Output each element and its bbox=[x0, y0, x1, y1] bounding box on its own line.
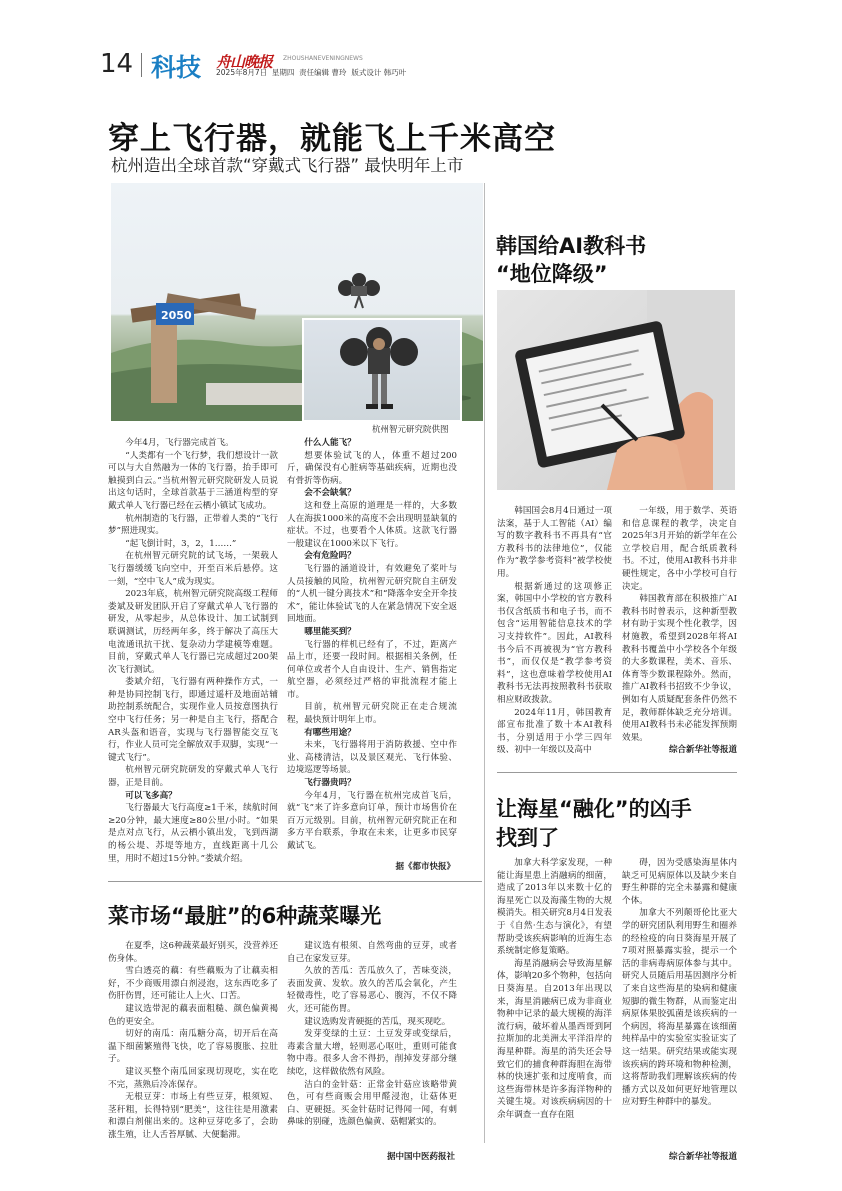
article1-subhead: 杭州造出全球首款“穿戴式飞行器” 最快明年上市 bbox=[111, 156, 464, 175]
paragraph: 今年4月，飞行器在杭州完成首飞后，就“飞”来了许多意向订单，预计市场售价在百万元级别。目前，杭州智元研究院正在和多方平台联系，争取在未来，让更多市民穿戴试飞。 bbox=[287, 790, 457, 851]
paragraph: 加拿大不列颠哥伦比亚大学的研究团队利用野生和圈养的经检疫的向日葵海星开展了7项对照暴露实验，提示一个活的非病毒病原体参与其中。研究人员随后用基因测序分析了来自这些海星的染病和健康短脚的微生物群，从而鉴定出病原体果胶弧菌是该疾病的一个病因，将海星暴露在该细菌纯样品中的实验室实验证实了这一结果。研究结果或能实现该疾病的跨环境和物种检测，这将帮助我们理解该疾病的传播方式以及如何更好地管理以应对野生种群中的暴发。 bbox=[622, 908, 737, 1108]
question-heading: 哪里能买到？ bbox=[304, 626, 356, 637]
section-title: 科技 bbox=[151, 53, 202, 82]
pilot-inset-photo bbox=[302, 318, 462, 422]
article4-headline: 菜市场“最脏”的6种蔬菜曝光 bbox=[108, 904, 382, 928]
paragraph: 建议选带泥的藕表面粗糙、颜色偏黄褐色的更安全。 bbox=[108, 1003, 278, 1027]
section-divider bbox=[108, 881, 482, 882]
article3-headline-line1: 让海星“融化”的凶手 bbox=[496, 797, 692, 821]
paragraph: 建议选有根须、自然弯曲的豆芽，或者自己在家发豆芽。 bbox=[287, 941, 457, 964]
paragraph: 建议买整个南瓜回家现切现吃，实在吃不完，蒸熟后冷冻保存。 bbox=[108, 1066, 278, 1090]
question-heading: 会不会缺氧？ bbox=[304, 488, 356, 499]
paragraph: 未来，飞行器将用于消防救援、空中作业、高楼清洁，以及景区观光、飞行体验、边境巡逻等场景。 bbox=[287, 740, 457, 776]
article4-column1 bbox=[108, 940, 278, 1150]
paragraph: 洁白的金针菇：正常金针菇应该略带黄色，可有些商贩会用甲醛浸泡，让菇体更白、更硬挺。买金针菇时记得闻一闻，有刺鼻味的别碰，选颜色偏黄、菇帽紧实的。 bbox=[287, 1079, 457, 1128]
column-divider bbox=[484, 183, 485, 1143]
paragraph: 飞行器的涵道设计，有效避免了桨叶与人员接触的风险，杭州智元研究院自主研发的“人机一键分离技术”和“降落伞安全开伞技术”，能让体验试飞的人在紧急情况下安全返回地面。 bbox=[287, 563, 457, 625]
article1-headline: 穿上飞行器，就能飞上千米高空 bbox=[108, 121, 556, 157]
article3-column1 bbox=[497, 857, 612, 1162]
paragraph: 一年级，用于数学、英语和信息课程的教学，决定自2025年3月开始的新学年在公立学校启用，配合纸质教科书。不过，使用AI教科书并非硬性规定，各中小学校可自行决定。 bbox=[622, 506, 737, 592]
paragraph: 想要体验试飞的人，体重不超过200斤，确保没有心脏病等基础疾病，近期也没有骨折等伤病。 bbox=[287, 450, 457, 486]
paragraph: 2024年11月，韩国教育部宣布批准了数十本AI教科书，分别适用于小学三四年级、初中一年级以及高中 bbox=[497, 707, 612, 756]
pilot-figure bbox=[304, 320, 460, 420]
paragraph: 今年4月，飞行器完成首飞。 bbox=[125, 438, 234, 448]
paragraph: 杭州制造的飞行器，正带着人类的“飞行梦”照进现实。 bbox=[108, 513, 278, 537]
paragraph: 在杭州智元研究院的试飞场，一架载人飞行器缓缓飞向空中，开至百米后悬停。这一刻，“空中飞人”成为现实。 bbox=[108, 551, 278, 587]
article2-column1 bbox=[497, 505, 612, 756]
paragraph: 韩国国会8月4日通过一项法案，基于人工智能（AI）编写的数字教科书不再具有“官方教科书的法律地位”，仅能作为“教学参考资料”被学校使用。 bbox=[497, 506, 612, 579]
paragraph: 发芽变绿的土豆：土豆发芽或变绿后，毒素含量大增，轻则恶心呕吐，重则可能食物中毒。很多人舍不得扔，削掉发芽部分继续吃，这样做依然有风险。 bbox=[287, 1029, 457, 1077]
paragraph: 娄斌介绍，飞行器有两种操作方式，一种是协同控制飞行，即通过遥杆及地面站辅助控制系统配合，实现作业人员按意图执行空中飞行任务；另一种是自主飞行，搭配合AR头盔和语音，实现与飞行器智能交互飞行，作业人员可完全解放双手双脚，实现“一键式飞行”。 bbox=[108, 677, 278, 763]
paragraph: “起飞倒计时，3，2，1……” bbox=[125, 538, 237, 549]
paragraph: 建议选购发青硬挺的苦瓜，现买现吃。 bbox=[304, 1016, 451, 1027]
paragraph: 海星消融病会导致海星解体，影响20多个物种，包括向日葵海星。自2013年出现以来，海星消融病已成为非商业物种中记录的最大规模的海洋流行病，破坏着从墨西哥到阿拉斯加的北美洲太平洋沿岸的海星种群。海星的消失还会导致它们的捕食种群海胆在海带林的快速扩张和过度啃食，而这些海带林是许多海洋物种的关键生境。对该疾病病因的十余年调查一直存在阻 bbox=[497, 958, 612, 1120]
date-line: 2025年8月7日 星期四 责任编辑 曹玲 版式设计 韩巧叶 bbox=[216, 68, 407, 77]
paragraph: 飞行器最大飞行高度≥1千米，续航时间≥20分钟，最大速度≥80公里/小时。“如果是点对点飞行，从云栖小镇出发，飞到西湖的杨公堤、苏堤等地方，直线距离十几公里，用时不超过15分钟。”娄斌介绍。 bbox=[108, 803, 278, 864]
masthead-divider bbox=[141, 53, 142, 77]
paragraph: 2023年底，杭州智元研究院高级工程师娄斌及研发团队开启了穿戴式单人飞行器的研发，从零起步，从总体设计、加工试制到联调测试，历经两年多，终于解决了高压大电流通讯抗干扰、复杂动力学建模等难题。目前，穿戴式单人飞行器已完成超过200架次飞行测试。 bbox=[108, 589, 278, 675]
paper-pinyin: ZHOUSHANEVENINGNEWS bbox=[283, 55, 363, 62]
paragraph: 切好的南瓜：南瓜糖分高，切开后在高温下细菌繁殖得飞快，吃了容易腹胀、拉肚子。 bbox=[108, 1029, 278, 1065]
question-heading: 会有危险吗？ bbox=[304, 551, 356, 562]
question-heading: 可以飞多高？ bbox=[125, 790, 177, 801]
article4-column2 bbox=[287, 940, 457, 1135]
paragraph: 根据新通过的这项修正案，韩国中小学校的官方教科书仅含纸质书和电子书，而不包含“运用智能信息技术的学习支持软件”。因此，AI教科书今后不再被视为“官方教科书”，而仅仅是“教学参考资料”，这也意味着学校使用AI教科书无法再按照教科书获取相应财政拨款。 bbox=[497, 581, 612, 705]
tablet-classroom-photo bbox=[497, 290, 735, 490]
paragraph: 飞行器的样机已经有了，不过，距离产品上市，还要一段时间。根据相关条例，任何单位或者个人自由设计、生产、销售指定航空器，必须经过严格的审批流程才能上市。 bbox=[287, 639, 457, 700]
tablet-scene bbox=[497, 290, 735, 490]
question-heading: 什么人能飞？ bbox=[304, 438, 356, 448]
article3-column2 bbox=[622, 857, 737, 1147]
paragraph: 碍，因为受感染海星体内缺乏可见病原体以及缺少来自野生种群的完全未暴露和健康个体。 bbox=[622, 858, 737, 906]
article3-headline-line2: 找到了 bbox=[496, 826, 559, 850]
article2-headline-line1: 韩国给AI教科书 bbox=[496, 234, 647, 258]
building-sign: 2050 bbox=[161, 309, 192, 322]
paragraph: 韩国教育部在积极推广AI教科书时曾表示，这种新型教材有助于实现个性化教学，因材施教，希望到2028年将AI教科书覆盖中小学校各个年级的大多数课程，美术、音乐、体育等少数课程除外。然而，推广AI教科书招致不少争议，例如有人质疑配套条件仍然不足，教师群体缺乏充分培训。使用AI教科书未必能发挥预期效果。 bbox=[622, 594, 737, 743]
paragraph: 久放的苦瓜：苦瓜放久了，苦味变淡，表面发黄、发软。放久的苦瓜会氧化，产生轻微毒性，吃了容易恶心、腹泻，不仅不降火，还可能伤胃。 bbox=[287, 966, 457, 1014]
paragraph: “人类都有一个飞行梦，我们想设计一款可以与大自然融为一体的飞行器，抬手即可触摸到白云。”当杭州智元研究院研发人员说出这句话时，全球首款基于三涵道构型的穿戴式单人飞行器已经在云栖小镇试飞成功。 bbox=[108, 450, 278, 511]
question-heading: 飞行器贵吗？ bbox=[304, 778, 356, 789]
paragraph: 雪白透亮的藕：有些藕贩为了让藕卖相好，不少商贩用漂白剂浸泡，这东西吃多了伤肝伤胃，还可能让人上火、口苦。 bbox=[108, 966, 278, 1002]
article2-column2 bbox=[622, 505, 737, 743]
article4-credit: 据中国中医药报社 bbox=[386, 1152, 455, 1162]
paragraph: 在夏季，这6种蔬菜最好别买，没营养还伤身体。 bbox=[108, 941, 278, 964]
page-number: 14 bbox=[100, 49, 134, 79]
article1-column1 bbox=[108, 437, 278, 864]
section-divider bbox=[497, 772, 737, 773]
paragraph: 加拿大科学家发现，一种能让海星患上消融病的细菌，造成了2013年以来数十亿的海星死亡以及海藻生物的大规模消失。相关研究8月4日发表于《自然·生态与演化》，有望帮助受该疾病影响的近海生态系统制定修复策略。 bbox=[497, 858, 612, 957]
article1-column2 bbox=[287, 437, 457, 857]
article2-credit: 综合新华社等报道 bbox=[668, 745, 737, 755]
paragraph: 杭州智元研究院研发的穿戴式单人飞行器，正是目前。 bbox=[108, 765, 278, 789]
question-heading: 有哪些用途？ bbox=[304, 727, 356, 738]
drone-aircraft bbox=[338, 273, 380, 308]
article2-headline-line2: “地位降级” bbox=[496, 262, 608, 286]
paragraph: 无根豆芽：市场上有些豆芽，根须短、茎秆粗，长得特别“肥美”，这往往是用激素和漂白剂催出来的。这种豆芽吃多了，会助涨生殖，让人舌苔厚腻、大便黏滞。 bbox=[108, 1092, 278, 1140]
photo-caption: 杭州智元研究院供图 bbox=[372, 425, 449, 435]
paragraph: 这和登上高原的道理是一样的，大多数人在海拔1000米的高度不会出现明显缺氧的症状。不过，也要看个人体质。这款飞行器一般建议在1000米以下飞行。 bbox=[287, 500, 457, 549]
paper-logo: 舟山晚报 bbox=[216, 53, 273, 71]
article1-credit: 据《都市快报》 bbox=[395, 862, 455, 872]
paragraph: 目前，杭州智元研究院正在走合规流程，最快预计明年上市。 bbox=[287, 702, 457, 726]
article3-credit: 综合新华社等报道 bbox=[668, 1152, 737, 1162]
